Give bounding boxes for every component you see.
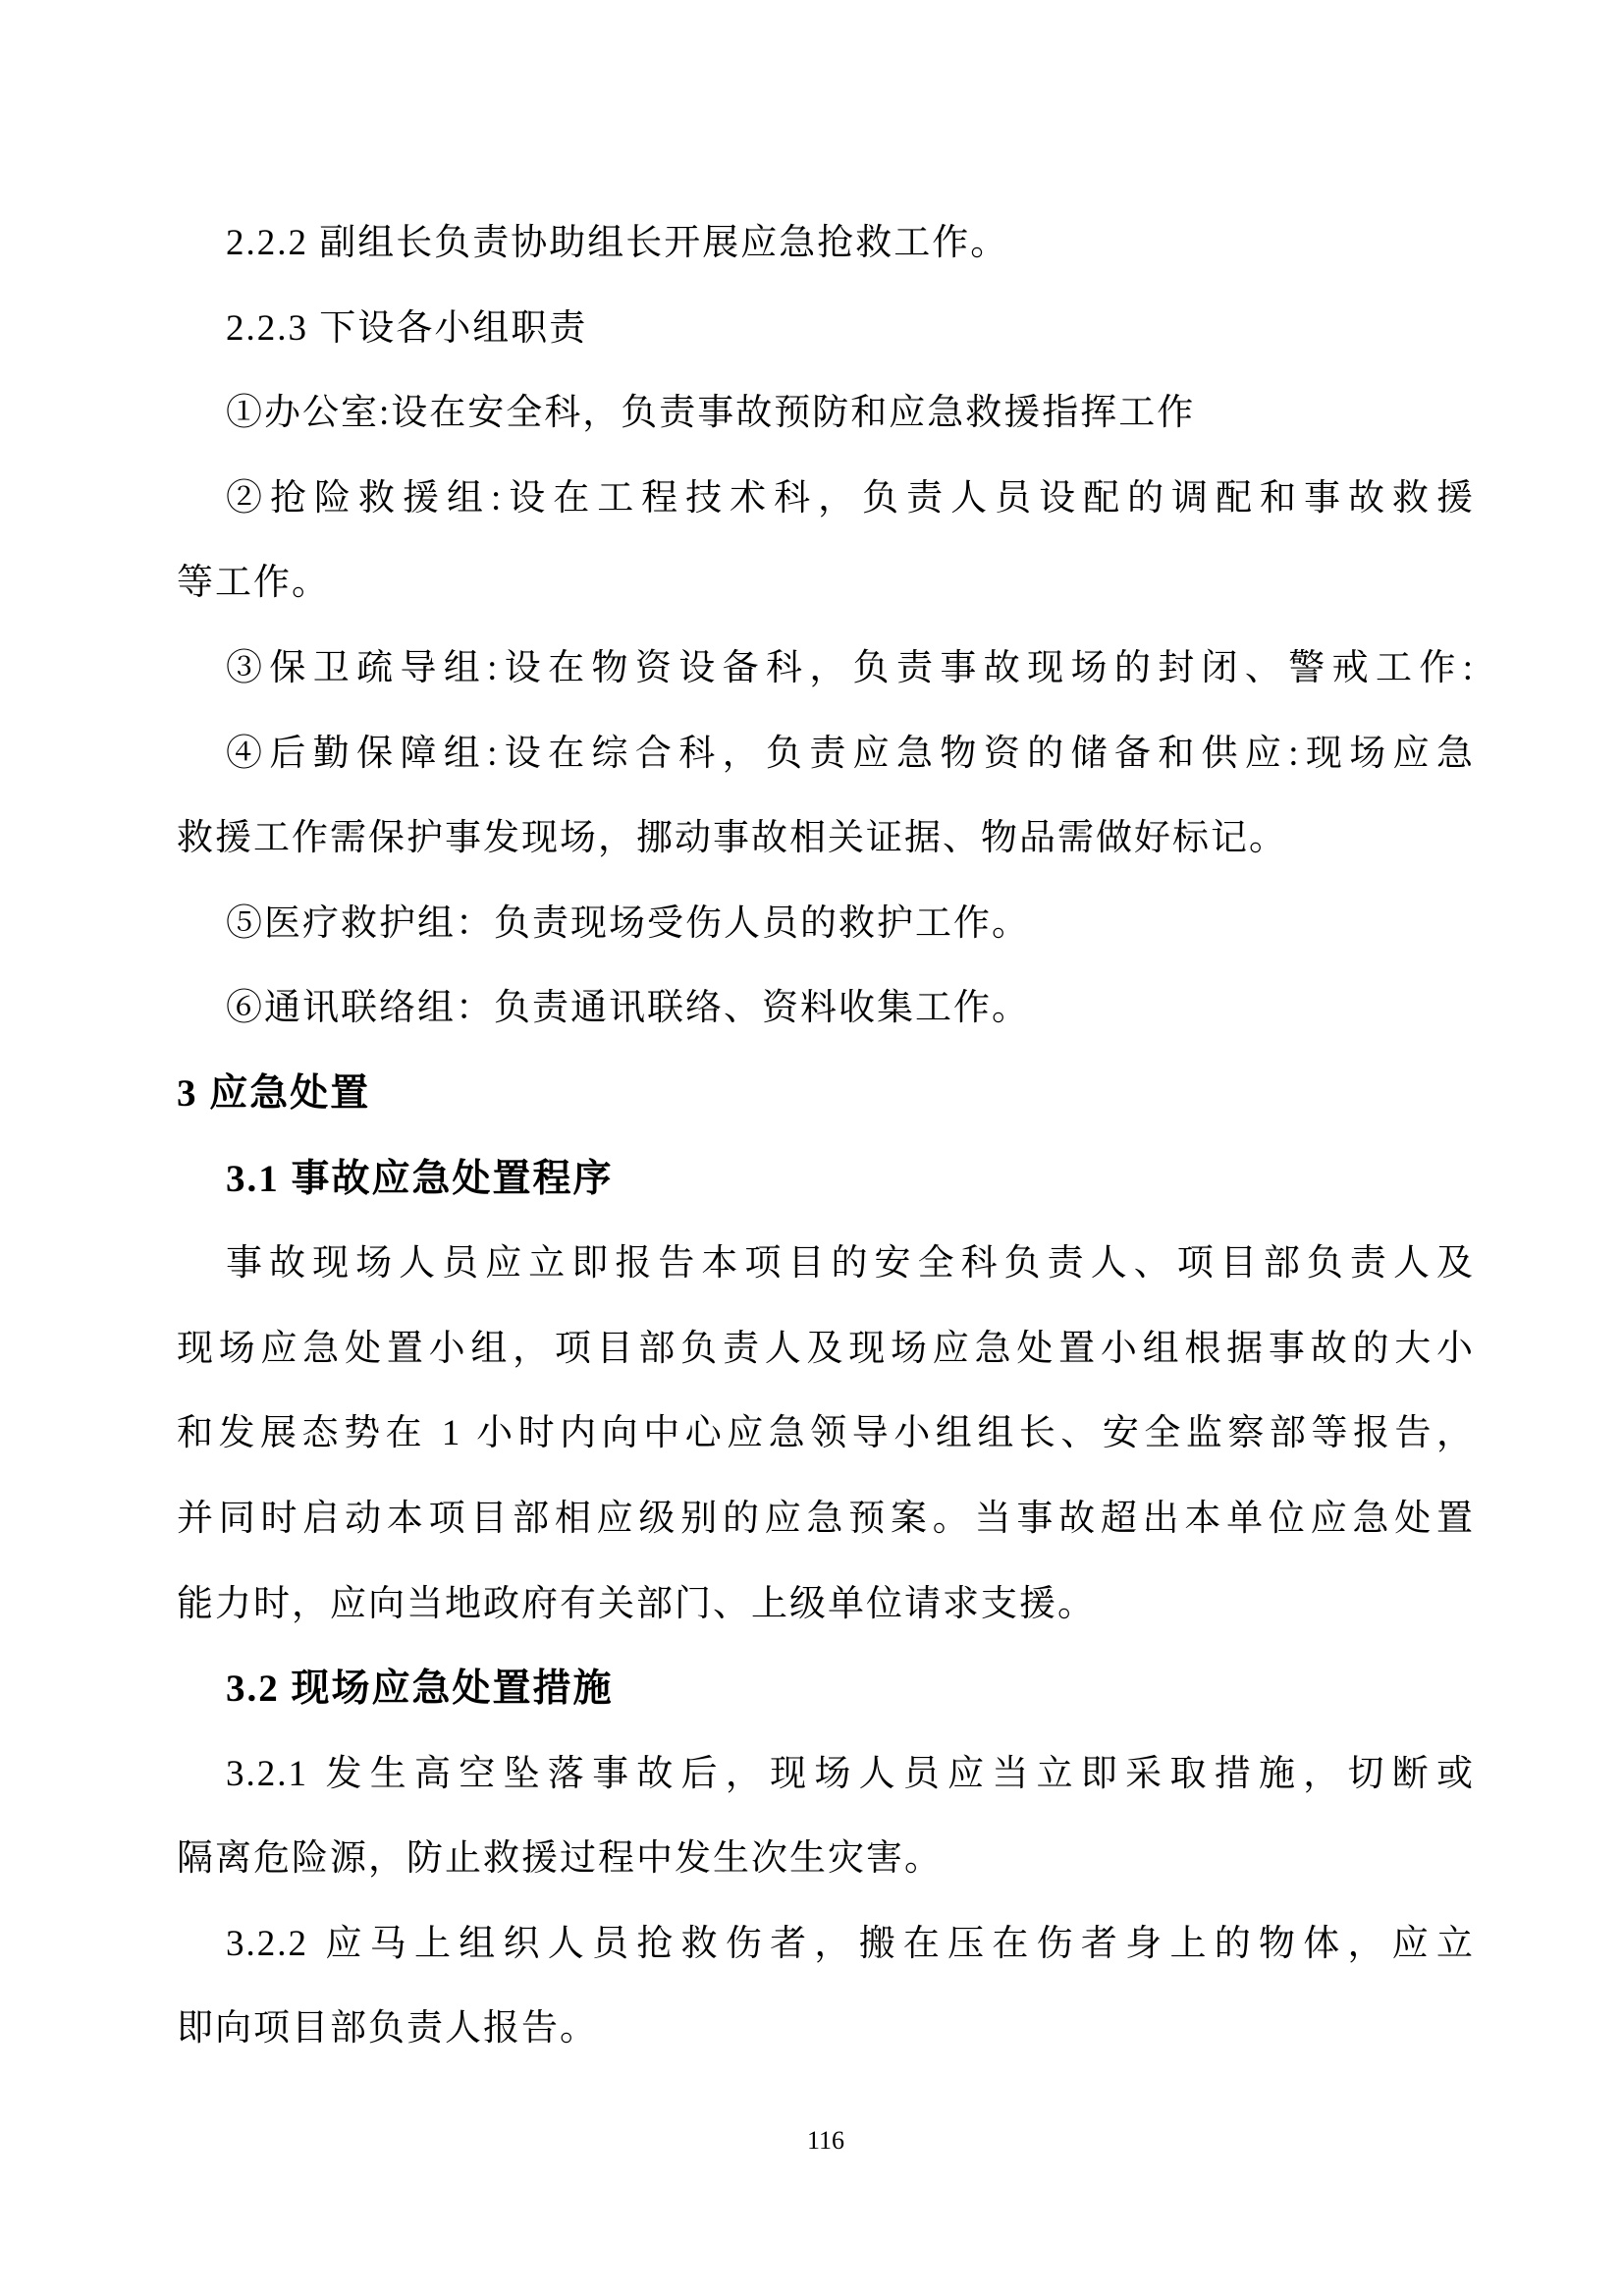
text-line: ①办公室:设在安全科，负责事故预防和应急救援指挥工作 (226, 393, 1196, 434)
text-line: ⑥通讯联络组：负责通讯联络、资料收集工作。 (226, 988, 1030, 1029)
text-line: 等工作。 (177, 563, 330, 604)
text-line: 和发展态势在 1 小时内向中心应急领导小组组长、安全监察部等报告， (177, 1413, 1475, 1454)
text-line: 即向项目部负责人报告。 (177, 2008, 598, 2050)
text-line: ④后勤保障组:设在综合科，负责应急物资的储备和供应:现场应急 (226, 733, 1475, 774)
text-line: 能力时，应向当地政府有关部门、上级单位请求支援。 (177, 1583, 1096, 1624)
text-line: ⑤医疗救护组：负责现场受伤人员的救护工作。 (226, 902, 1030, 944)
text-line: 3.1 事故应急处置程序 (226, 1157, 614, 1200)
text-line: 救援工作需保护事发现场，挪动事故相关证据、物品需做好标记。 (177, 818, 1287, 859)
text-line: ③保卫疏导组:设在物资设备科，负责事故现场的封闭、警戒工作: (226, 647, 1475, 688)
text-line: 3.2 现场应急处置措施 (226, 1667, 614, 1711)
text-line: 3.2.1 发生高空坠落事故后，现场人员应当立即采取措施，切断或 (226, 1753, 1475, 1794)
text-line: 现场应急处置小组，项目部负责人及现场应急处置小组根据事故的大小 (177, 1328, 1475, 1369)
text-line: 事故现场人员应立即报告本项目的安全科负责人、项目部负责人及 (226, 1243, 1475, 1285)
text-line: ②抢险救援组:设在工程技术科，负责人员设配的调配和事故救援 (226, 477, 1475, 519)
page-number: 116 (806, 2126, 845, 2155)
page-footer (177, 2121, 1475, 2160)
text-line: 2.2.2 副组长负责协助组长开展应急抢救工作。 (226, 223, 1009, 263)
text-line: 隔离危险源，防止救援过程中发生次生灾害。 (177, 1838, 943, 1880)
text-line: 3 应急处置 (177, 1071, 371, 1115)
text-line: 2.2.3 下设各小组职责 (226, 307, 588, 349)
document-text (177, 201, 1475, 2072)
text-line: 并同时启动本项目部相应级别的应急预案。当事故超出本单位应急处置 (177, 1498, 1475, 1539)
text-line: 3.2.2 应马上组织人员抢救伤者，搬在压在伤者身上的物体，应立 (226, 1923, 1475, 1964)
